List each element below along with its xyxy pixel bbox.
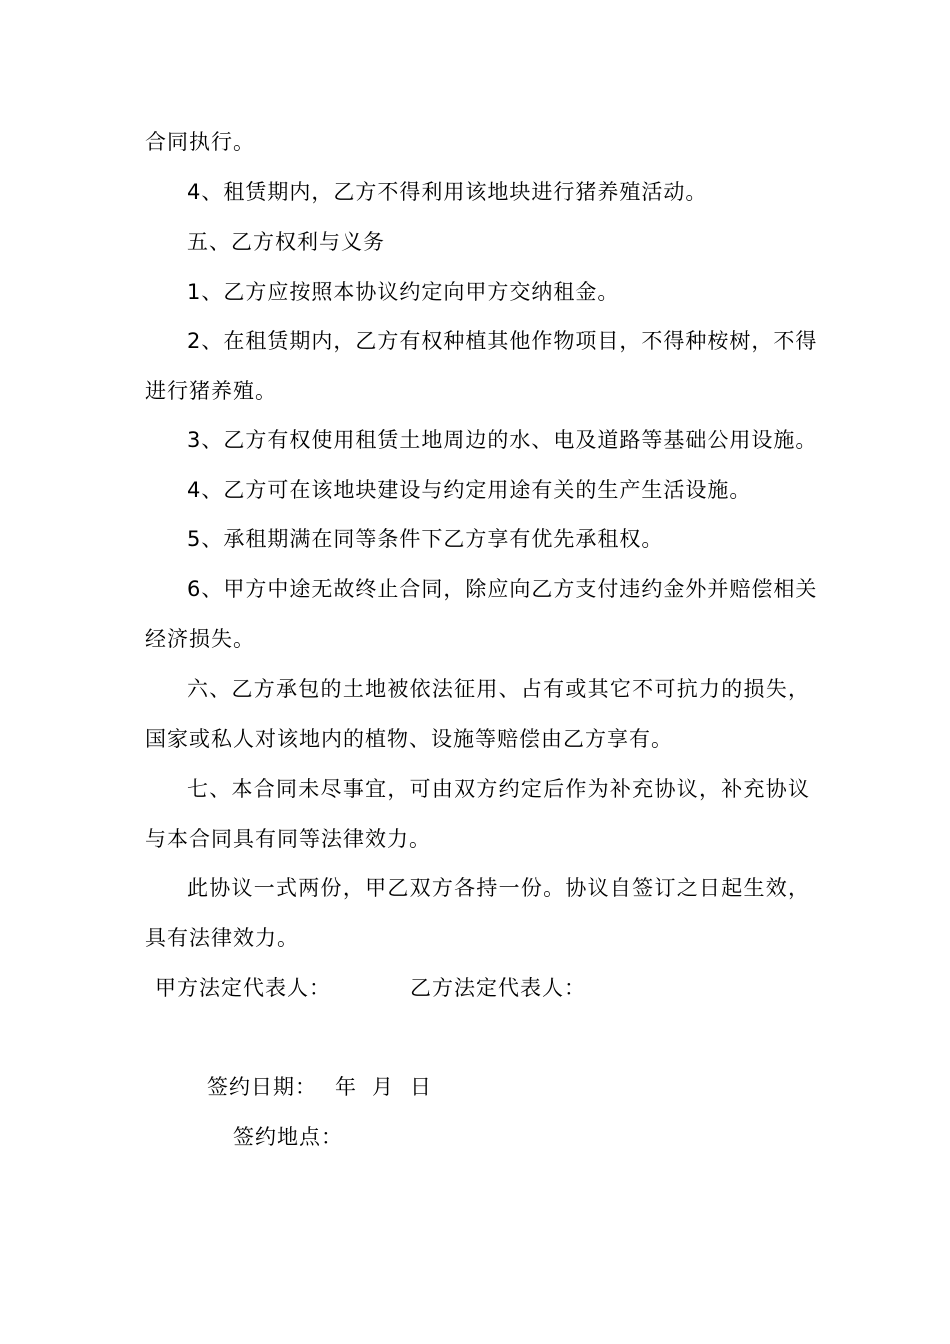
section-6-requisition-cont: 国家或私人对该地内的植物、设施等赔偿由乙方享有。 [145, 727, 673, 751]
clause-6-termination-cont: 经济损失。 [145, 627, 255, 651]
copies-clause: 此协议一式两份，甲乙双方各持一份。协议自签订之日起生效， [187, 876, 810, 900]
section-7-supplement: 七、本合同未尽事宜，可由双方约定后作为补充协议，补充协议 [187, 777, 810, 801]
clause-4-construction: 4、乙方可在该地块建设与约定用途有关的生产生活设施。 [187, 478, 752, 502]
sign-date-day: 日 [410, 1075, 432, 1099]
clause-4-lease-restriction: 4、租赁期内，乙方不得利用该地块进行猪养殖活动。 [187, 180, 708, 204]
copies-clause-cont: 具有法律效力。 [145, 926, 299, 950]
clause-2-planting-cont: 进行猪养殖。 [145, 379, 277, 403]
section-6-requisition: 六、乙方承包的土地被依法征用、占有或其它不可抗力的损失， [187, 677, 810, 701]
paragraph-line: 合同执行。 [145, 130, 255, 154]
clause-6-termination: 6、甲方中途无故终止合同，除应向乙方支付违约金外并赔偿相关 [187, 577, 818, 601]
clause-1-rent: 1、乙方应按照本协议约定向甲方交纳租金。 [187, 280, 620, 304]
sign-date-year: 年 [335, 1075, 357, 1099]
clause-5-priority: 5、承租期满在同等条件下乙方享有优先承租权。 [187, 527, 664, 551]
party-b-representative-label: 乙方法定代表人： [410, 976, 586, 1000]
party-a-representative-label: 甲方法定代表人： [155, 976, 331, 1000]
sign-date-label: 签约日期： [207, 1075, 317, 1099]
section-7-supplement-cont: 与本合同具有同等法律效力。 [145, 827, 431, 851]
sign-place-label: 签约地点： [233, 1125, 343, 1149]
clause-2-planting: 2、在租赁期内，乙方有权种植其他作物项目，不得种桉树，不得 [187, 329, 818, 353]
clause-3-facilities: 3、乙方有权使用租赁土地周边的水、电及道路等基础公用设施。 [187, 428, 818, 452]
sign-date-month: 月 [372, 1075, 394, 1099]
section-heading-5: 五、乙方权利与义务 [187, 230, 385, 254]
